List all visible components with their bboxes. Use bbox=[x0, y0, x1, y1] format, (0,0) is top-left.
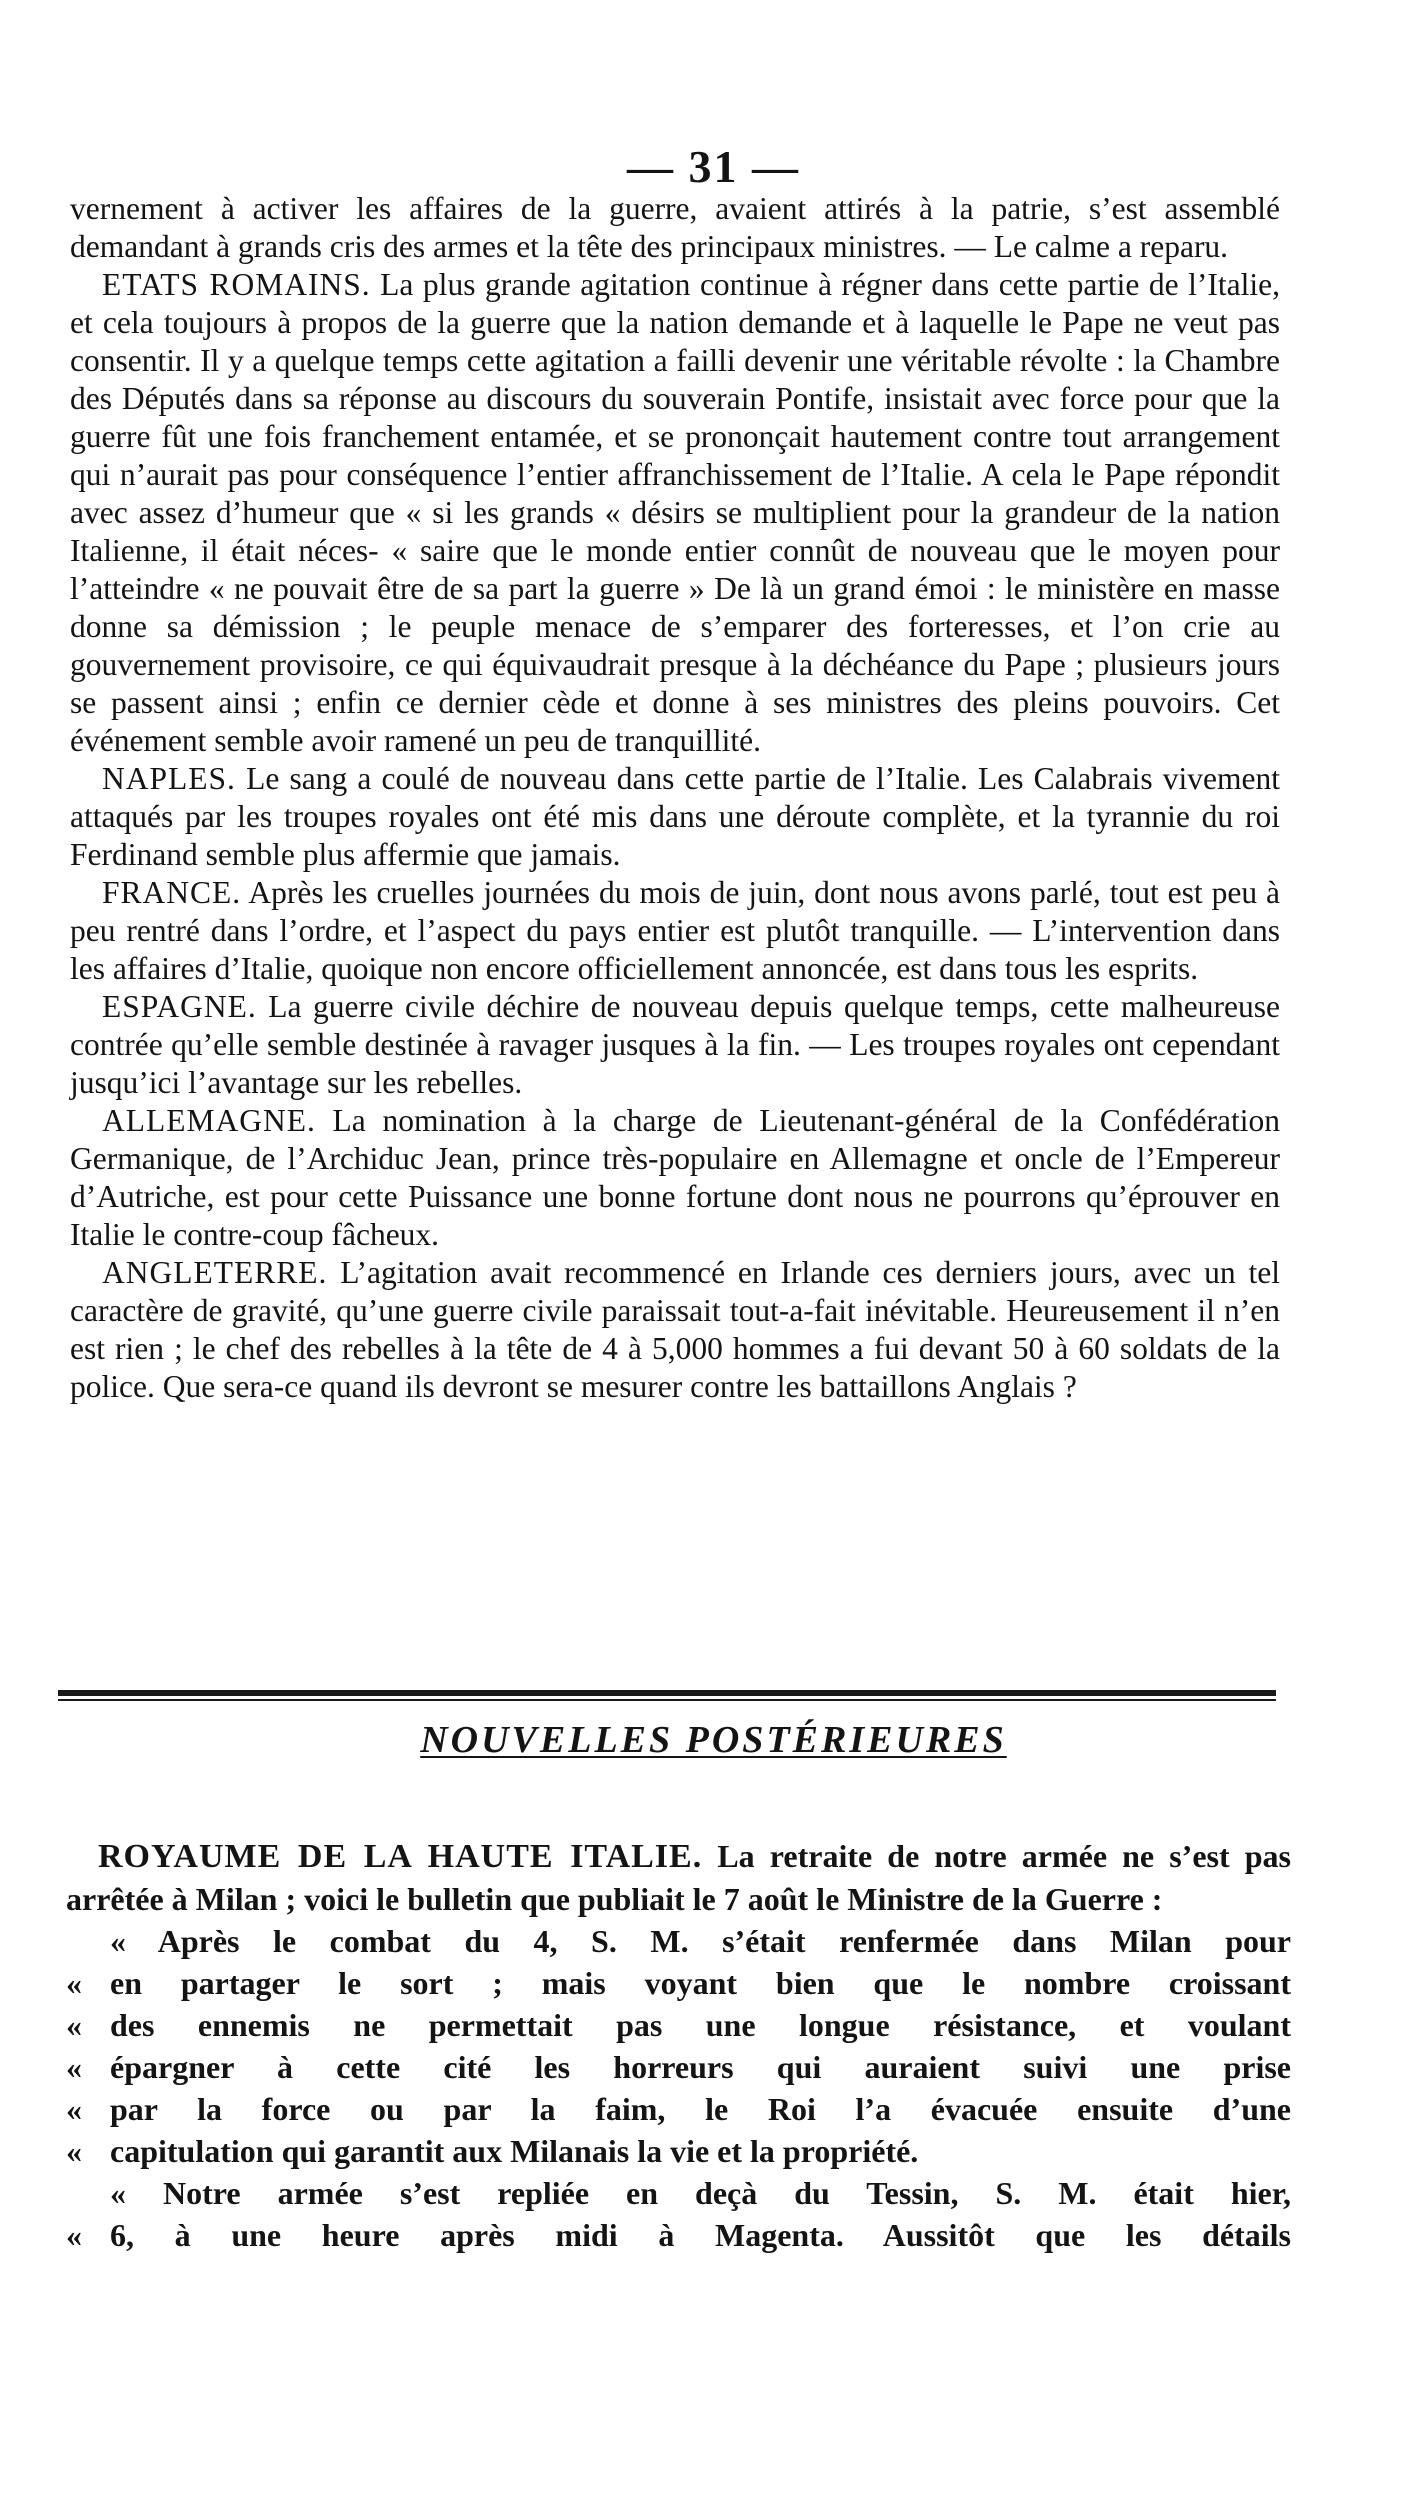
bulletin-quote bbox=[66, 1920, 1291, 2256]
paragraph-text: La guerre civile déchire de nouveau depuis quelque temps, cette malheureuse contrée qu’elle semble destinée à ravager jusques à la fin. — Les troupes royales ont cependant jusqu’ici l’avantage sur les rebelles. bbox=[70, 989, 1280, 1100]
section-divider bbox=[58, 1690, 1276, 1701]
paragraph-text: vernement à activer les affaires de la guerre, avaient attirés à la patrie, s’est assemblé demandant à grands cris des armes et la tête des principaux ministres. — Le calme a reparu. bbox=[70, 191, 1280, 264]
paragraph-etats-romains bbox=[70, 266, 1280, 760]
quote-line bbox=[66, 2214, 1291, 2256]
quote-line bbox=[66, 1962, 1291, 2004]
paragraph-text: La retraite de notre armée ne s’est pas arrêtée à Milan ; voici le bulletin que publiait le 7 août le Ministre de la Guerre : bbox=[66, 1838, 1291, 1917]
divider-thin-rule bbox=[58, 1699, 1276, 1701]
quote-text: des ennemis ne permettait pas une longue résistance, et voulant bbox=[110, 2007, 1291, 2043]
quote-line bbox=[66, 2004, 1291, 2046]
quote-line bbox=[66, 1920, 1291, 1962]
paragraph-lead: ANGLETERRE. bbox=[102, 1255, 328, 1290]
article-body bbox=[70, 190, 1280, 1406]
paragraph-angleterre bbox=[70, 1254, 1280, 1406]
quote-mark: « bbox=[66, 1965, 82, 2001]
paragraph-text: Après les cruelles journées du mois de juin, dont nous avons parlé, tout est peu à peu rentré dans l’ordre, et l’aspect du pays entier est plutôt tranquille. — L’intervention dans les affaires d’Italie, quoique non encore officiellement annoncée, est dans tous les esprits. bbox=[70, 875, 1280, 986]
quote-text: « Notre armée s’est repliée en deçà du Tessin, S. M. était hier, bbox=[110, 2175, 1291, 2211]
quote-text: capitulation qui garantit aux Milanais la vie et la propriété. bbox=[110, 2133, 919, 2169]
paragraph-allemagne bbox=[70, 1102, 1280, 1254]
paragraph-lead: ETATS ROMAINS. bbox=[102, 267, 371, 302]
quote-line bbox=[66, 2088, 1291, 2130]
paragraph-lead: ROYAUME DE LA HAUTE ITALIE. bbox=[98, 1838, 703, 1875]
quote-line bbox=[66, 2172, 1291, 2214]
quote-line bbox=[66, 2130, 1291, 2172]
quote-text: « Après le combat du 4, S. M. s’était renfermée dans Milan pour bbox=[110, 1923, 1291, 1959]
quote-mark: « bbox=[66, 2217, 82, 2253]
quote-text: en partager le sort ; mais voyant bien que le nombre croissant bbox=[110, 1965, 1291, 2001]
paragraph-text: L’agitation avait recommencé en Irlande ces derniers jours, avec un tel caractère de gravité, qu’une guerre civile paraissait tout-a-fait inévitable. Heureusement il n’en est rien ; le chef des rebelles à la tête de 4 à 5,000 hommes a fui devant 50 à 60 soldats de la police. Que sera-ce quand ils devront se mesurer contre les battaillons Anglais ? bbox=[70, 1255, 1280, 1404]
section-title: NOUVELLES POSTÉRIEURES bbox=[420, 1719, 1007, 1761]
paragraph-text: La plus grande agitation continue à régner dans cette partie de l’Italie, et cela toujours à propos de la guerre que la nation demande et à laquelle le Pape ne veut pas consentir. Il y a quelque temps cette agitation a failli devenir une véritable révolte : la Chambre des Députés dans sa réponse au discours du souverain Pontife, insistait avec force pour que la guerre fût une fois franchement entamée, et se prononçait hautement contre tout arrangement qui n’aurait pas pour conséquence l’entier affranchissement de l’Italie. A cela le Pape répondit avec assez d’humeur que « si les grands « désirs se multiplient pour la grandeur de la nation Italienne, il était néces- « saire que le monde entier connût de nouveau que le moyen pour l’atteindre « ne pouvait être de sa part la guerre » De là un grand émoi : le ministère en masse donne sa démission ; le peuple menace de s’emparer des forteresses, et l’on crie au gouvernement provisoire, ce qui équivaudrait presque à la déchéance du Pape ; plusieurs jours se passent ainsi ; enfin ce dernier cède et donne à ses ministres des pleins pouvoirs. Cet événement semble avoir ramené un peu de tranquillité. bbox=[70, 267, 1280, 758]
paragraph-lead: FRANCE. bbox=[102, 875, 242, 910]
paragraph-continuation bbox=[70, 190, 1280, 266]
paragraph-royaume-haute-italie bbox=[66, 1835, 1291, 1920]
later-news-body bbox=[66, 1835, 1291, 2256]
quote-mark: « bbox=[66, 2007, 82, 2043]
paragraph-lead: NAPLES. bbox=[102, 761, 236, 796]
paragraph-text: La nomination à la charge de Lieutenant-général de la Confédération Germanique, de l’Archiduc Jean, prince très-populaire en Allemagne et oncle de l’Empereur d’Autriche, est pour cette Puissance une bonne fortune dont nous ne pourrons qu’éprouver en Italie le contre-coup fâcheux. bbox=[70, 1103, 1280, 1252]
quote-mark: « bbox=[66, 2091, 82, 2127]
quote-text: par la force ou par la faim, le Roi l’a évacuée ensuite d’une bbox=[110, 2091, 1291, 2127]
paragraph-lead: ESPAGNE. bbox=[102, 989, 257, 1024]
paragraph-naples bbox=[70, 760, 1280, 874]
paragraph-lead: ALLEMAGNE. bbox=[102, 1103, 316, 1138]
quote-mark: « bbox=[66, 2133, 82, 2169]
quote-text: 6, à une heure après midi à Magenta. Aussitôt que les détails bbox=[110, 2217, 1291, 2253]
quote-mark: « bbox=[66, 2049, 82, 2085]
quote-text: épargner à cette cité les horreurs qui auraient suivi une prise bbox=[110, 2049, 1291, 2085]
paragraph-text: Le sang a coulé de nouveau dans cette partie de l’Italie. Les Calabrais vivement attaqués par les troupes royales ont été mis dans une déroute complète, et la tyrannie du roi Ferdinand semble plus affermie que jamais. bbox=[70, 761, 1280, 872]
paragraph-espagne bbox=[70, 988, 1280, 1102]
paragraph-france bbox=[70, 874, 1280, 988]
page-number: — 31 — bbox=[627, 141, 800, 192]
quote-line bbox=[66, 2046, 1291, 2088]
